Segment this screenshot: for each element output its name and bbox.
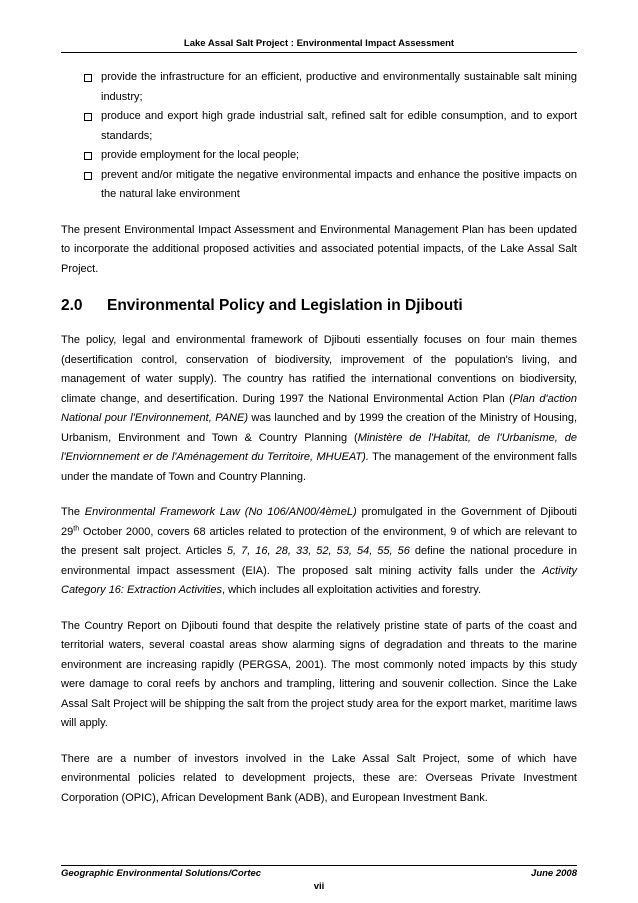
section-title: Environmental Policy and Legislation in Djibouti <box>107 297 463 314</box>
intro-paragraph: The present Environmental Impact Assessment and Environmental Management Plan has been updated to incorporate the additional proposed activities and associated potential impacts, of the Lake Assal Salt Project. <box>61 223 577 275</box>
list-item: produce and export high grade industrial salt, refined salt for edible consumption, and to export standards; <box>61 107 577 146</box>
policy-paragraph: The policy, legal and environmental framework of Djibouti essentially focuses on four main themes (desertification control, conservation of biodiversity, improvement of the population's living, and management of water supply). The country has ratified the international conventions on biodiversity, climate change, and desertification. During 1997 the National Environmental Action Plan (Plan d'action National pour l'Environnement, PANE) was launched and by 1999 the creation of the Ministry of Housing, Urbanism, Environment and Town & Country Planning (Ministère de l'Habitat, de l'Urbanisme, de l'Enviornnement er de l'Aménagement du Territoire, MHUEAT). The management of the environment falls under the mandate of Town and Country Planning. <box>61 334 577 483</box>
footer-date: June 2008 <box>531 868 577 879</box>
investors-paragraph: There are a number of investors involved in the Lake Assal Salt Project, some of which have environmental policies related to development projects, these are: Overseas Private Investment Corporation (OPIC), African Development Bank (ADB), and European Investment Bank. <box>61 752 577 804</box>
checkbox-bullet-icon <box>84 74 92 82</box>
checkbox-bullet-icon <box>84 113 92 121</box>
framework-law-paragraph: The Environmental Framework Law (No 106/AN00/4èmeL) promulgated in the Government of Djibouti 29th October 2000, covers 68 articles related to protection of the environment, 9 of which are relevant to the present salt project. Articles 5, 7, 16, 28, 33, 52, 53, 54, 55, 56 define the national procedure in environmental impact assessment (EIA). The proposed salt mining activity falls under the Activity Category 16: Extraction Activities, which includes all exploitation activities and forestry. <box>61 506 577 596</box>
header-rule <box>61 52 577 53</box>
checkbox-bullet-icon <box>84 152 92 160</box>
section-number: 2.0 <box>61 297 83 314</box>
list-item: provide the infrastructure for an efficient, productive and environmentally sustainable salt mining industry; <box>61 68 577 107</box>
checkbox-bullet-icon <box>84 172 92 180</box>
footer-organization: Geographic Environmental Solutions/Cortec <box>61 868 262 879</box>
page-content <box>61 68 577 824</box>
country-report-paragraph: The Country Report on Djibouti found that despite the relatively pristine state of parts of the coast and territorial waters, several coastal areas show alarming signs of degradation and threats to the marine environment are increasing rapidly (PERGSA, 2001). The most commonly noted impacts by this study were damage to coral reefs by anchors and trampling, littering and souvenir collection. Since the Lake Assal Salt Project will be shipping the salt from the project study area for the export market, maritime laws will apply. <box>61 619 577 729</box>
footer-rule <box>61 865 577 866</box>
list-item: provide employment for the local people; <box>61 146 577 166</box>
running-header: Lake Assal Salt Project : Environmental Impact Assessment <box>183 38 455 49</box>
section-heading <box>61 295 577 317</box>
page-number: vii <box>313 881 325 892</box>
list-item: prevent and/or mitigate the negative environmental impacts and enhance the positive impacts on the natural lake environment <box>61 166 577 205</box>
objectives-list <box>61 68 577 205</box>
